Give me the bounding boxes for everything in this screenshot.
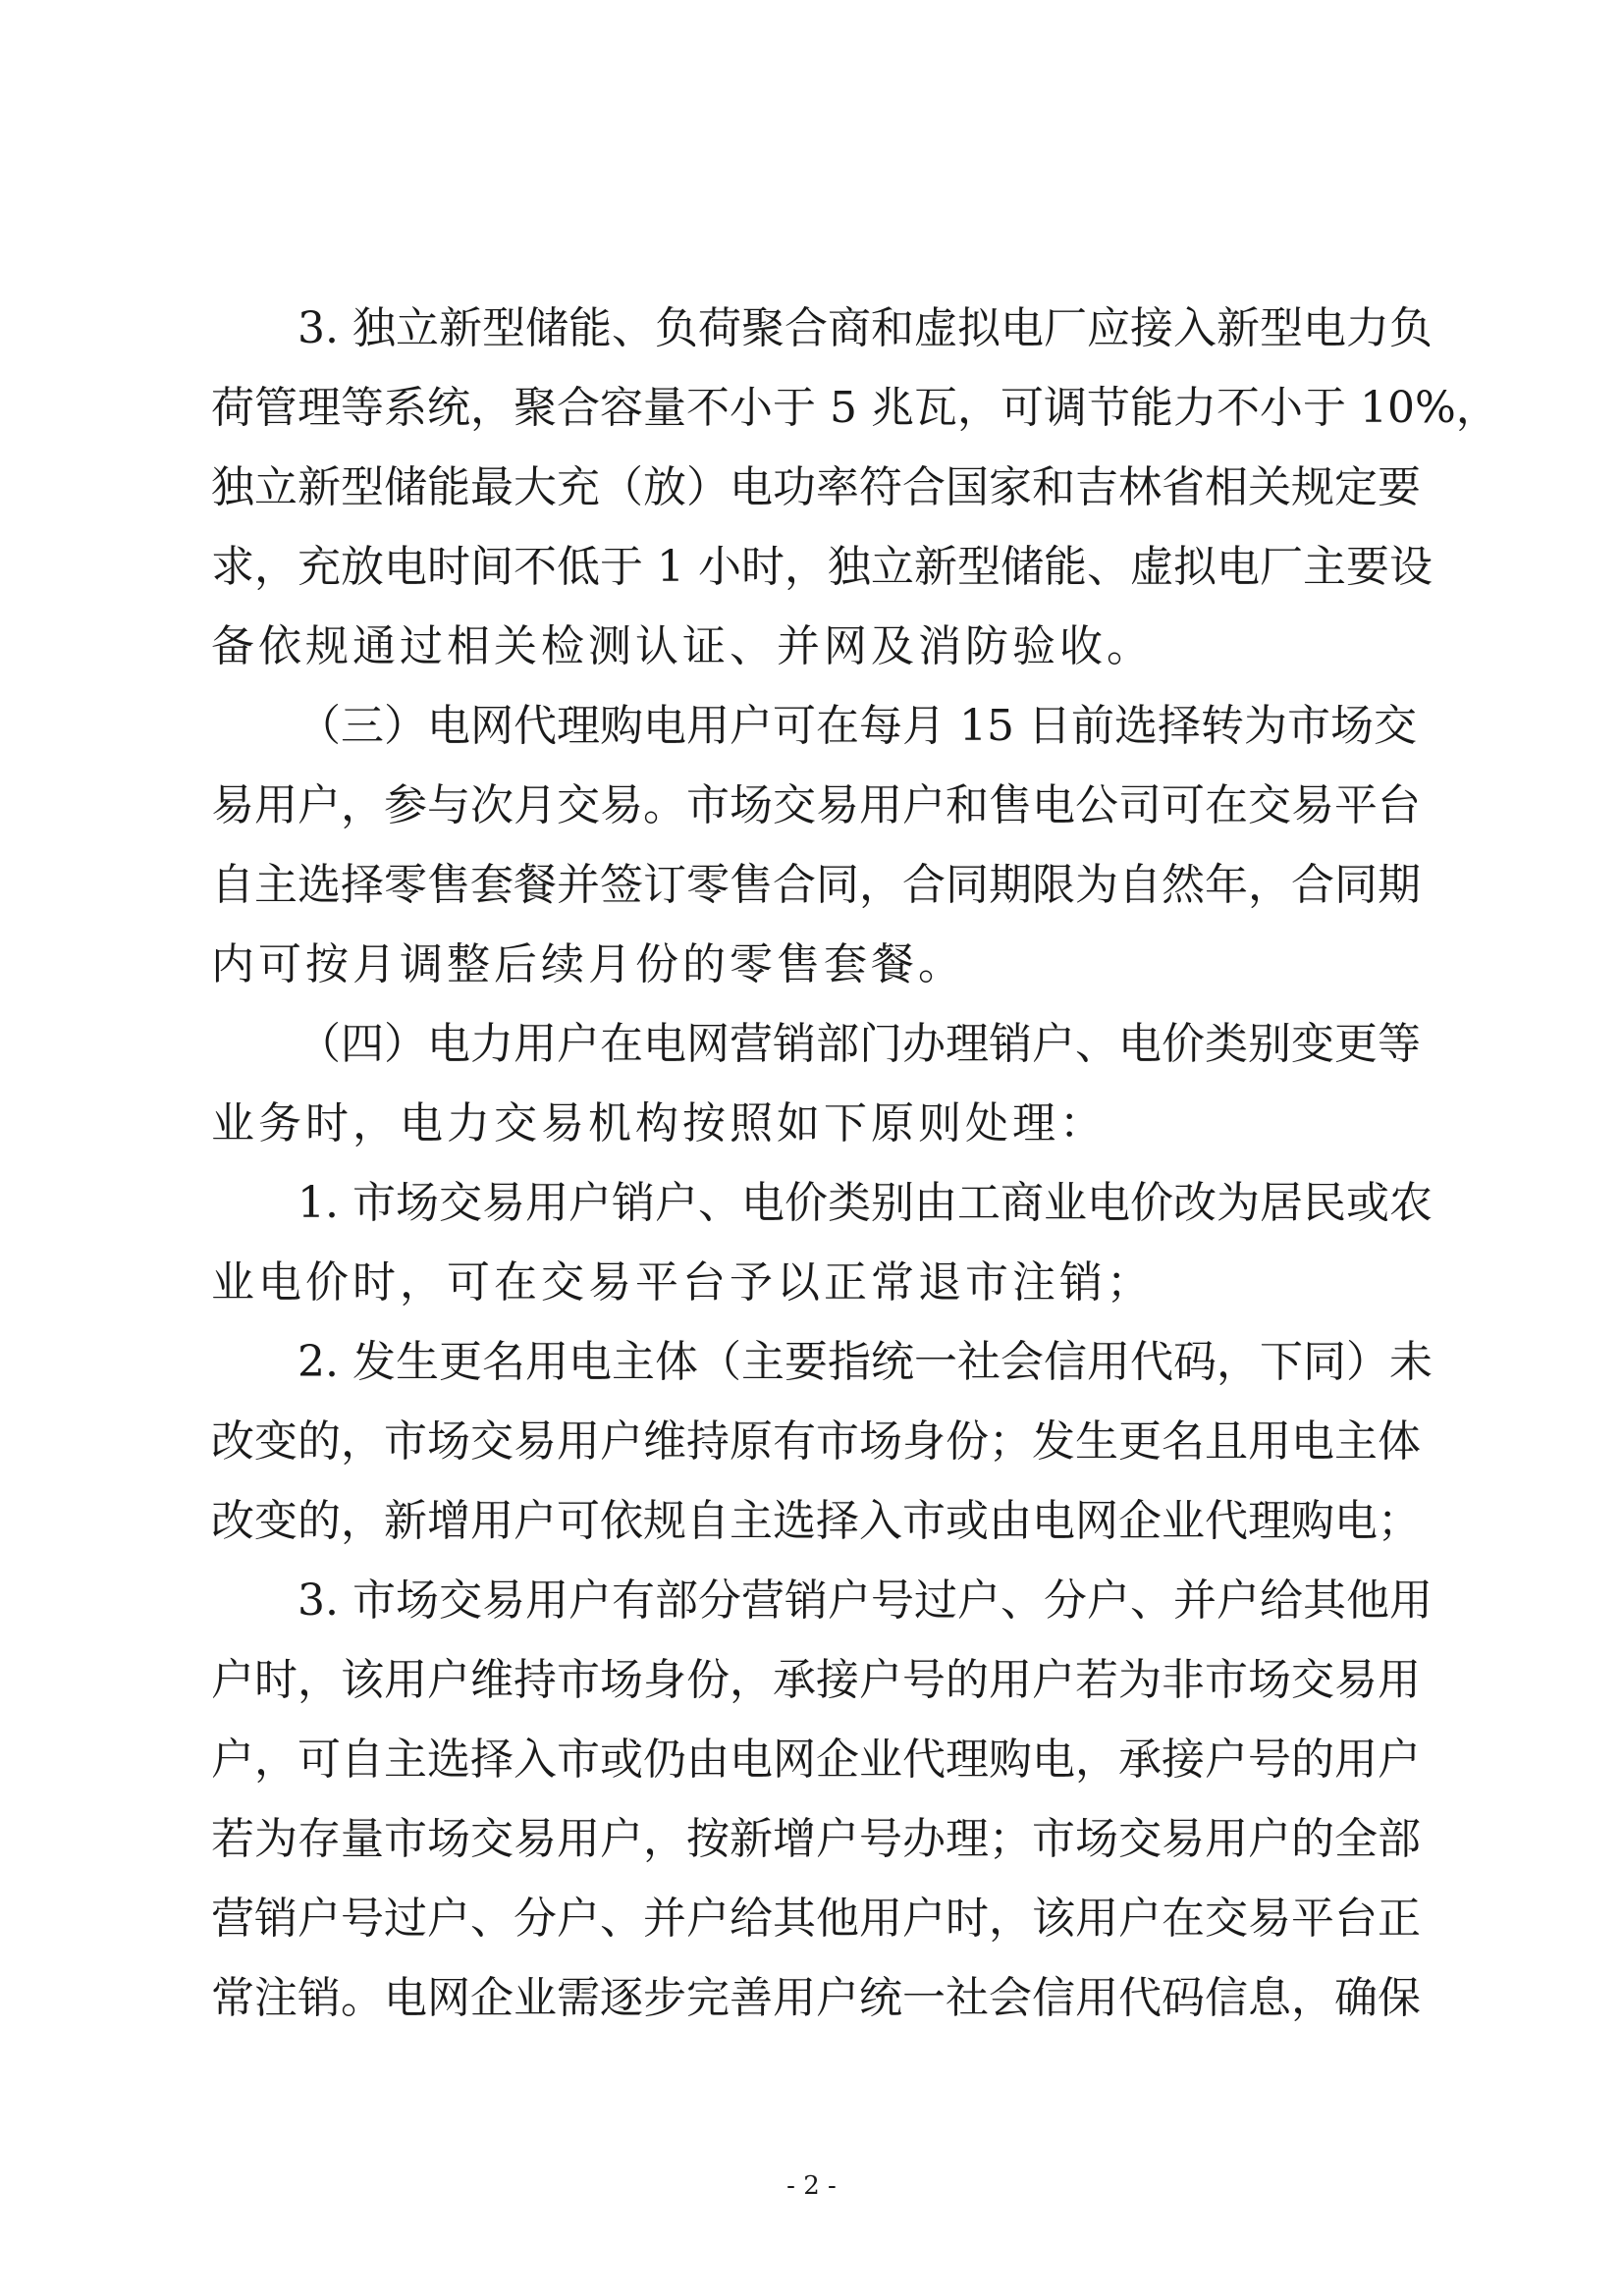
text-line: 户时，该用户维持市场身份，承接户号的用户若为非市场交易用 (211, 1655, 1421, 1705)
page-number: - 2 - (786, 2171, 837, 2201)
text-line: 业电价时，可在交易平台予以正常退市注销； (211, 1257, 1154, 1308)
text-line: 备依规通过相关检测认证、并网及消防验收。 (211, 621, 1154, 671)
text-line: 营销户号过户、分户、并户给其他用户时，该用户在交易平台正 (211, 1894, 1421, 1944)
text-line: 改变的，新增用户可依规自主选择入市或由电网企业代理购电； (211, 1496, 1421, 1546)
text-line: 荷管理等系统，聚合容量不小于 5 兆瓦，可调节能力不小于 10%， (211, 383, 1499, 433)
text-line: （三）电网代理购电用户可在每月 15 日前选择转为市场交 (298, 701, 1417, 751)
text-line: 自主选择零售套餐并签订零售合同，合同期限为自然年，合同期 (211, 860, 1421, 910)
text-line: （四）电力用户在电网营销部门办理销户、电价类别变更等 (298, 1019, 1421, 1069)
text-line: 内可按月调整后续月份的零售套餐。 (211, 939, 965, 989)
text-line: 2. 发生更名用电主体（主要指统一社会信用代码，下同）未 (298, 1337, 1433, 1387)
text-line: 业务时，电力交易机构按照如下原则处理： (211, 1098, 1107, 1148)
text-line: 改变的，市场交易用户维持原有市场身份；发生更名且用电主体 (211, 1416, 1421, 1467)
text-line: 易用户，参与次月交易。市场交易用户和售电公司可在交易平台 (211, 780, 1421, 830)
text-line: 独立新型储能最大充（放）电功率符合国家和吉林省相关规定要 (211, 462, 1421, 512)
text-line: 户，可自主选择入市或仍由电网企业代理购电，承接户号的用户 (211, 1735, 1421, 1785)
text-line: 1. 市场交易用户销户、电价类别由工商业电价改为居民或农 (298, 1178, 1433, 1228)
text-line: 求，充放电时间不低于 1 小时，独立新型储能、虚拟电厂主要设 (211, 542, 1433, 592)
text-line: 3. 市场交易用户有部分营销户号过户、分户、并户给其他用 (298, 1575, 1433, 1626)
text-line: 常注销。电网企业需逐步完善用户统一社会信用代码信息，确保 (211, 1973, 1421, 2023)
text-line: 若为存量市场交易用户，按新增户号办理；市场交易用户的全部 (211, 1814, 1421, 1864)
text-line: 3. 独立新型储能、负荷聚合商和虚拟电厂应接入新型电力负 (298, 303, 1433, 353)
